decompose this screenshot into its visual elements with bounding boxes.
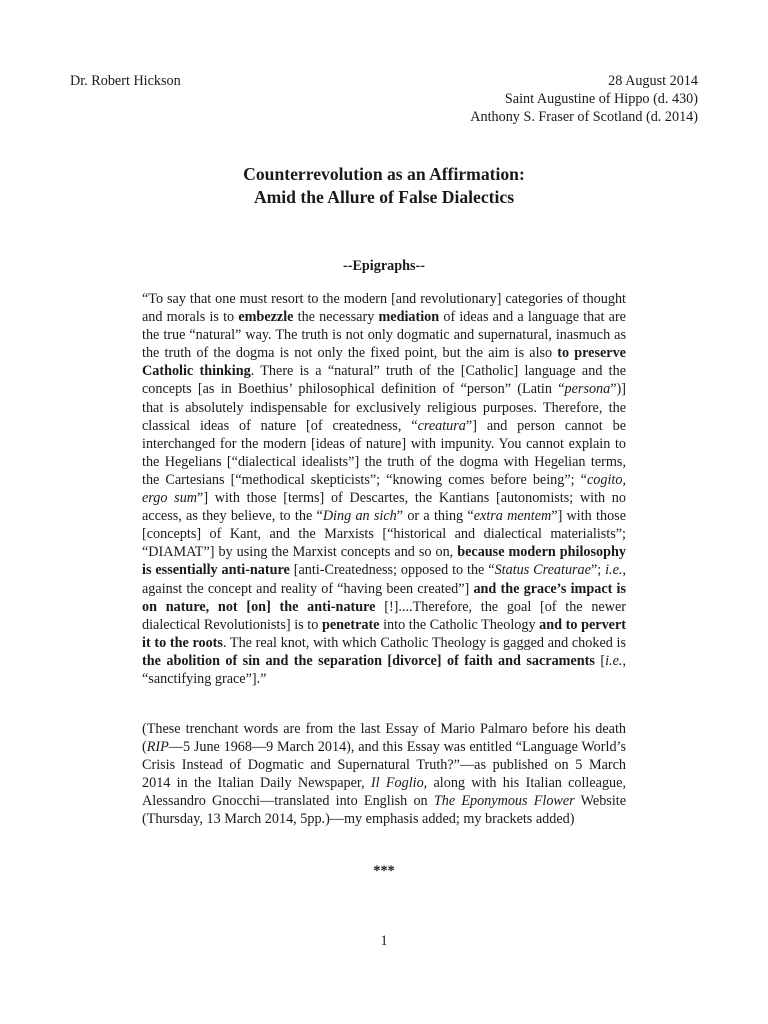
quote-run: ”)] that is absolutely indispensable for exclusively religious purposes. Therefore, the classical ideas of nature [of createdness, “	[142, 381, 626, 434]
quote-run: and to pervert it to the roots	[142, 616, 626, 651]
commemoration-line-1: Saint Augustine of Hippo (d. 430)	[504, 91, 698, 107]
commemoration-line-2: Anthony S. Fraser of Scotland (d. 2014)	[470, 109, 698, 125]
quote-run: and the grace’s impact is on nature, not [on] the anti-nature	[142, 580, 626, 615]
quote-run: extra mentem	[473, 508, 552, 525]
epigraph-quote	[142, 290, 626, 688]
quote-run: into the Catholic Theology	[379, 616, 540, 633]
document-title	[0, 163, 768, 209]
note-run: RIP	[146, 739, 169, 756]
quote-run: to preserve Catholic thinking	[142, 345, 626, 380]
quote-run: “To say that one must resort to the modern [and revolutionary] categories of thought and morals is to	[142, 291, 626, 326]
header-left	[70, 72, 181, 90]
quote-run: i.e.	[605, 562, 623, 579]
note-run: Website (Thursday, 13 March 2014, 5pp.)—my emphasis added; my brackets added)	[142, 793, 627, 828]
quote-run: [!]....Therefore, the goal [of the newer dialectical Revolutionists] is to	[142, 598, 626, 633]
quote-run: ”] and person cannot be interchanged for the modern [ideas of nature] with impunity. You cannot explain to the Hegelians [“dialectical idealists”] the truth of the dogma with Hegelian terms, the Cartesians [“methodical skepticists”; “knowing comes before being”; “	[142, 417, 626, 488]
quote-run: [	[594, 652, 606, 669]
quote-run: creatura	[417, 417, 466, 434]
source-note	[142, 720, 626, 829]
quote-run: . The real knot, with which Catholic Theology is gagged and choked is	[222, 634, 626, 651]
quote-run: penetrate	[321, 616, 380, 633]
quote-run: , “sanctifying grace”].”	[142, 652, 626, 687]
quote-run: embezzle	[238, 309, 294, 326]
note-run: Il Foglio	[370, 775, 424, 792]
note-run: The Eponymous Flower	[433, 793, 575, 810]
quote-run: Ding an sich	[322, 508, 397, 525]
quote-run: cogito, ergo sum	[142, 471, 626, 507]
quote-run: [anti-Createdness; opposed to the “	[289, 562, 495, 579]
epigraphs-heading: --Epigraphs--	[343, 258, 425, 274]
quote-run: mediation	[378, 309, 440, 326]
date-line: 28 August 2014	[608, 73, 698, 89]
quote-run: i.e.	[605, 652, 623, 669]
page-number: 1	[380, 933, 388, 949]
quote-run: ” or a thing “	[396, 508, 474, 525]
quote-run: persona	[564, 381, 611, 398]
quote-run: the necessary	[293, 309, 379, 326]
quote-run: the abolition of sin and the separation [divorce] of faith and sacraments	[142, 652, 595, 669]
quote-run: . There is a “natural” truth of the [Catholic] language and the concepts [as in Boethius’ philosophical definition of “person” (Latin “	[142, 363, 626, 398]
quote-run: because modern philosophy is essentially anti-nature	[142, 544, 626, 579]
note-run: —5 June 1968—9 March 2014), and this Essay was entitled “Language World’s Crisis Instead of Dogmatic and Supernatural Truth?”—as published on 5 March 2014 in the Italian Daily Newspaper,	[142, 739, 626, 792]
note-run: , along with his Italian colleague, Alessandro Gnocchi—translated into English on	[142, 775, 626, 810]
title-line-2: Amid the Allure of False Dialectics	[253, 187, 515, 207]
title-line-1: Counterrevolution as an Affirmation:	[243, 164, 525, 184]
quote-run: of ideas and a language that are the true “natural” way. The truth is not only dogmatic and supernatural, inasmuch as the truth of the dogma is not only the fixed point, but the aim is also	[142, 309, 626, 362]
note-run: (These trenchant words are from the last Essay of Mario Palmaro before his death (	[142, 721, 626, 756]
quote-run: ”;	[590, 562, 606, 579]
quote-run: Status Creaturae	[494, 562, 591, 579]
quote-run: ”] with those [concepts] of Kant, and the Marxists [“historical and dialectical materialists”; “DIAMAT”] by using the Marxist concepts and so on,	[142, 508, 626, 561]
header-right	[470, 72, 698, 126]
quote-run: , against the concept and reality of “having been created”]	[142, 562, 626, 597]
author-name: Dr. Robert Hickson	[70, 73, 181, 89]
quote-run: ”] with those [terms] of Descartes, the Kantians [autonomists; with no access, as they believe, to the “	[142, 490, 626, 525]
section-separator: ***	[373, 863, 395, 879]
